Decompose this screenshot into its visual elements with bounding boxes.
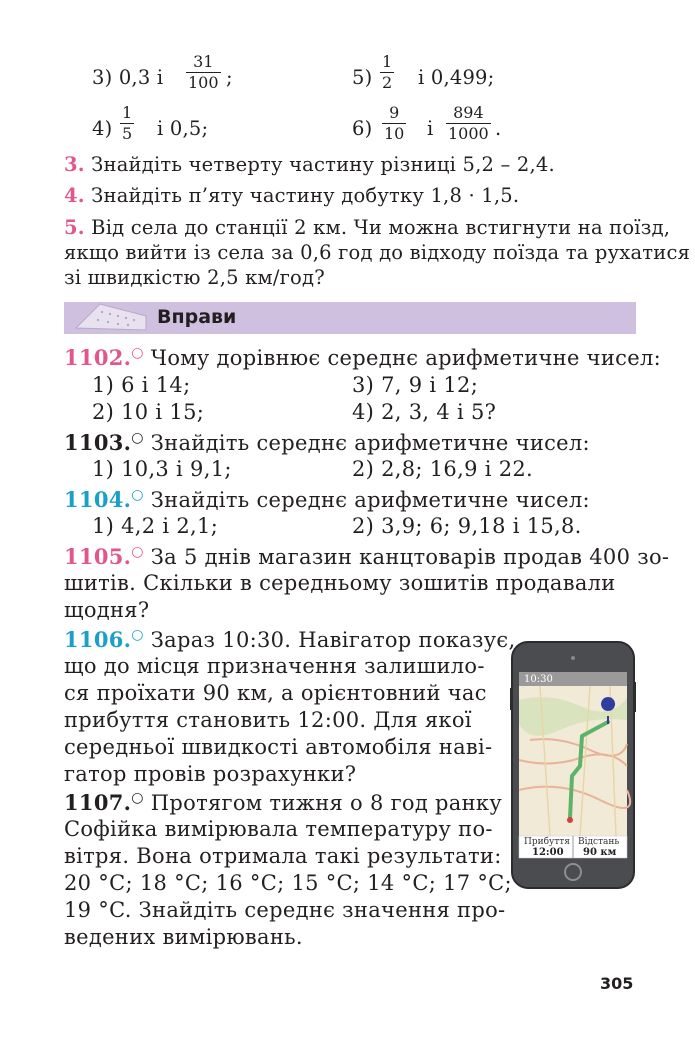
exercise-1106-line2: що до місця призначення залишило- xyxy=(64,654,485,678)
exercise-1105: 1105.○ За 5 днів магазин канцтоварів продав 400 зо- xyxy=(64,544,670,569)
ex1102-answer-1: 1) 6 і 14; xyxy=(92,373,191,397)
phone-distance-value: 90 км xyxy=(583,847,617,858)
row2-right-label: 6) xyxy=(352,117,373,140)
row1-left-tail: ; xyxy=(226,66,233,89)
row2-left-tail: і 0,5; xyxy=(157,117,209,140)
row1-right-tail: і 0,499; xyxy=(418,66,495,89)
exercise-1107-line6: ведених вимірювань. xyxy=(64,925,303,949)
row2-left-label: 4) xyxy=(92,117,113,140)
ex1103-answer-2: 2) 2,8; 16,9 і 22. xyxy=(352,457,533,481)
row2-right-mid: і xyxy=(427,117,434,140)
exercise-1107-line2: Софійка вимірювала температуру по- xyxy=(64,817,493,841)
exercise-1107-line5: 19 °C. Знайдіть середнє значення про- xyxy=(64,898,506,922)
ex1102-answer-2: 2) 10 і 15; xyxy=(92,400,205,424)
exercise-1106: 1106.○ Зараз 10:30. Навігатор показує, xyxy=(64,627,516,652)
row1-left-label: 3) 0,3 і xyxy=(92,66,164,89)
question-5: 5. Від села до станції 2 км. Чи можна встигнути на поїзд, xyxy=(64,216,671,239)
exercise-1104: 1104.○ Знайдіть середнє арифметичне чисел: xyxy=(64,487,590,512)
ex1103-answer-1: 1) 10,3 і 9,1; xyxy=(92,457,232,481)
exercise-1107: 1107.○ Протягом тижня о 8 год ранку xyxy=(64,790,502,815)
fraction-9-10: $\frac{9}{10}$ xyxy=(384,103,405,143)
phone-arrival-value: 12:00 xyxy=(532,847,564,858)
ex1102-answer-3: 3) 7, 9 і 12; xyxy=(352,373,479,397)
phone-arrival-label: Прибуття xyxy=(524,837,570,847)
exercise-1102: 1102.○ Чому дорівнює середнє арифметичне чисел: xyxy=(64,345,661,370)
section-title: Вправи xyxy=(157,306,237,328)
ruler-icon xyxy=(64,302,154,334)
question-3: 3. Знайдіть четверту частину різниці 5,2 – 2,4. xyxy=(64,153,555,176)
question-4: 4. Знайдіть п’яту частину добутку 1,8 · 1,5. xyxy=(64,184,520,207)
row1-right-label: 5) xyxy=(352,66,373,89)
ex1102-answer-4: 4) 2, 3, 4 і 5? xyxy=(352,400,497,424)
exercise-1106-line3: ся проїхати 90 км, а орієнтовний час xyxy=(64,681,487,705)
question-5-line2: якщо вийти із села за 0,6 год до відходу поїзда та рухатися xyxy=(64,241,691,264)
exercise-1106-line6: гатор провів розрахунки? xyxy=(64,762,357,786)
fraction-1-2: $\frac{1}{2}$ xyxy=(382,52,393,92)
section-band xyxy=(64,302,636,334)
row2-right-tail: . xyxy=(495,117,502,140)
exercise-1106-line4: прибуття становить 12:00. Для якої xyxy=(64,708,472,732)
exercise-1107-line3: вітря. Вона отримала такі результати: xyxy=(64,844,502,868)
ex1104-answer-1: 1) 4,2 і 2,1; xyxy=(92,514,219,538)
fraction-1-5: $\frac{1}{5}$ xyxy=(122,103,133,143)
ex1104-answer-2: 2) 3,9; 6; 9,18 і 15,8. xyxy=(352,514,582,538)
phone-distance-label: Відстань xyxy=(578,837,620,847)
exercise-1105-line2: шитів. Скільки в середньому зошитів продавали xyxy=(64,571,616,595)
fraction-31-100: $\frac{31}{100}$ xyxy=(188,52,219,92)
exercise-1103: 1103.○ Знайдіть середнє арифметичне чисел: xyxy=(64,430,590,455)
phone-time: 10:30 xyxy=(524,674,553,685)
page-number: 305 xyxy=(600,974,634,993)
exercise-1105-line3: щодня? xyxy=(64,598,150,622)
exercise-1107-line4: 20 °C; 18 °C; 16 °C; 15 °C; 14 °C; 17 °C; xyxy=(64,871,512,895)
question-5-line3: зі швидкістю 2,5 км/год? xyxy=(64,266,325,289)
fraction-894-1000: $\frac{894}{1000}$ xyxy=(448,103,489,143)
exercise-1106-line5: середньої швидкості автомобіля наві- xyxy=(64,735,493,759)
